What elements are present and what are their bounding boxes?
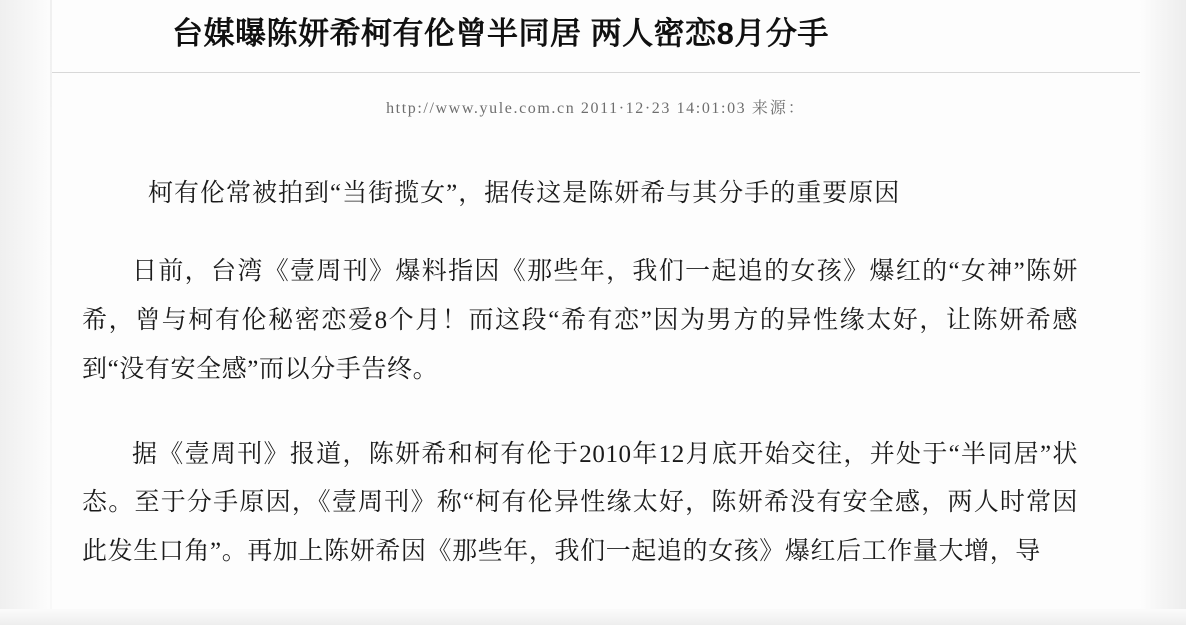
article-paragraph: 日前，台湾《壹周刊》爆料指因《那些年，我们一起追的女孩》爆红的“女神”陈妍希，曾与柯有伦秘密恋爱8个月！而这段“希有恋”因为男方的异性缘太好，让陈妍希感到“没有安全感”而以分手告终。 [82, 258, 1078, 383]
article-meta [52, 95, 1140, 118]
page-title: 台媒曝陈妍希柯有伦曾半同居 两人密恋8月分手 [172, 16, 829, 51]
article-lede: 柯有伦常被拍到“当街揽女”，据传这是陈妍希与其分手的重要原因 [148, 180, 901, 208]
article-content [52, 0, 1140, 625]
title-divider [52, 72, 1140, 73]
article-paragraph: 据《壹周刊》报道，陈妍希和柯有伦于2010年12月底开始交往，并处于“半同居”状态。至于分手原因，《壹周刊》称“柯有伦异性缘太好，陈妍希没有安全感，两人时常因此发生口角”。再加上陈妍希因《那些年，我们一起追的女孩》爆红后工作量大增，导 [82, 440, 1078, 566]
article-meta-url-time: http://www.yule.com.cn 2011·12·23 14:01:03 [386, 100, 747, 118]
page-right-margin [1140, 0, 1186, 625]
article-meta-source-label: 来源： [751, 100, 806, 118]
page-left-margin [0, 0, 52, 625]
